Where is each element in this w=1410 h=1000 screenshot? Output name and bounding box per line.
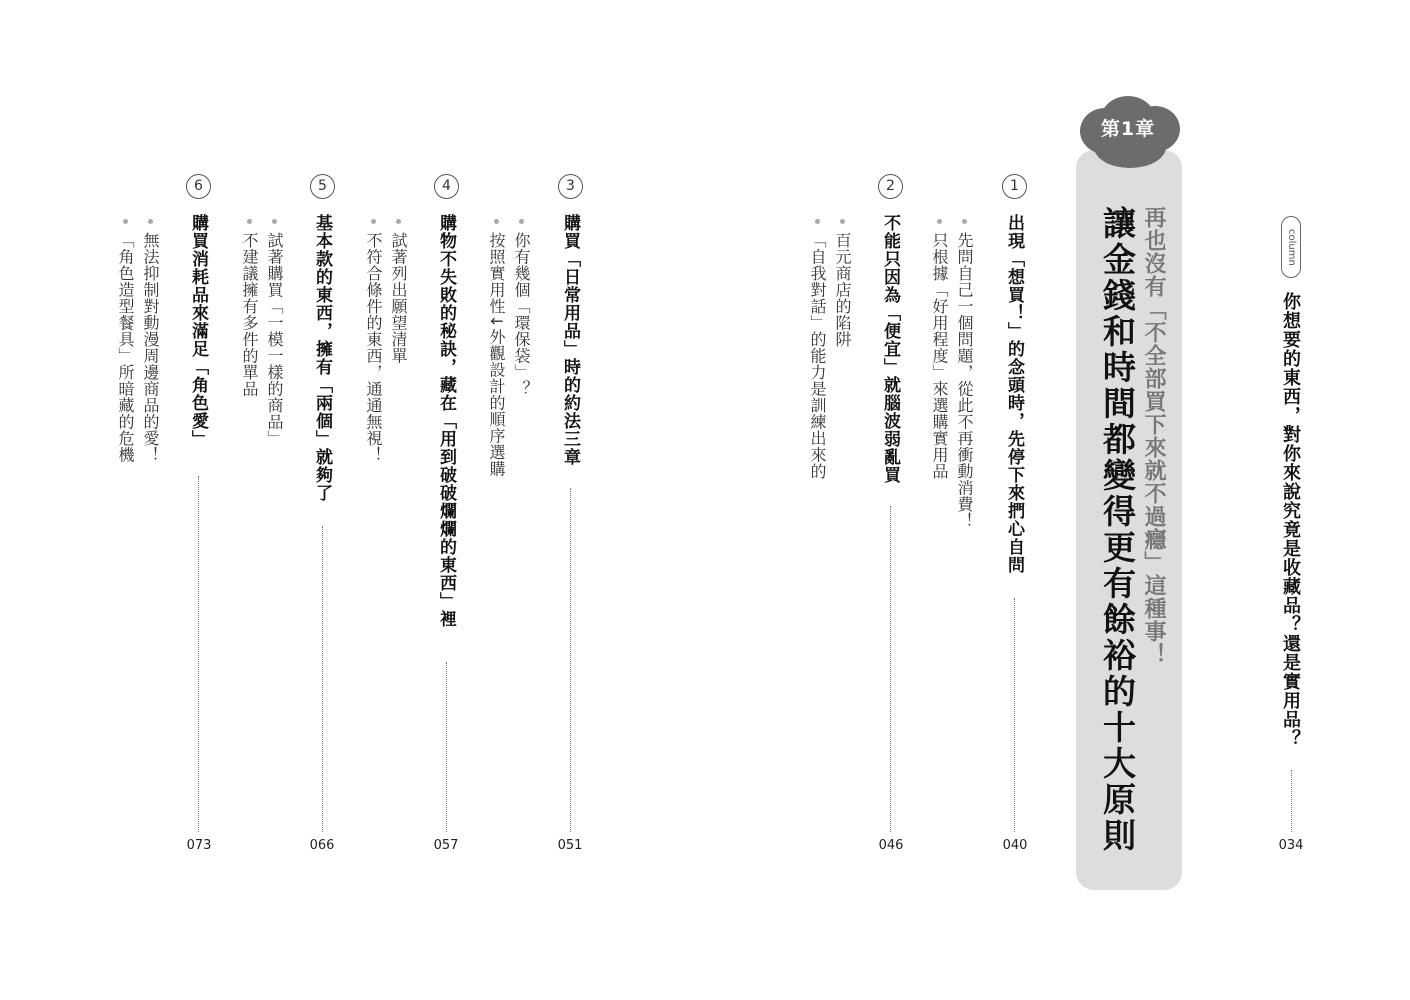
column-tag [1281, 216, 1301, 278]
section-3-bullet-dot [519, 219, 524, 224]
section-5-page-number: 066 [309, 838, 335, 853]
section-6-bullet-1: 無法抑制對動漫周邊商品的愛！ [141, 232, 160, 463]
section-1-bullet-1: 先問自己一個問題，從此不再衝動消費！ [955, 232, 974, 529]
section-1-heading: 出現「想買！」的念頭時，先停下來捫心自問 [1004, 214, 1024, 574]
section-5-bullet-dot [272, 219, 277, 224]
section-2-bullet-dot [815, 219, 820, 224]
section-3-bullet-2: 按照實用性↓外觀設計的順序選購 [487, 232, 506, 477]
section-4-page-number: 057 [433, 838, 459, 853]
section-2-page-number: 046 [878, 838, 904, 853]
section-3-number: 3 [558, 174, 583, 199]
section-1-number: 1 [1002, 174, 1027, 199]
section-4-bullet-2: 不符合條件的東西，通通無視！ [364, 232, 383, 463]
chapter-title: 讓金錢和時間都變得更有餘裕的十大原則 [1098, 206, 1137, 854]
section-5-bullet-2: 不建議擁有多件的單品 [240, 232, 259, 397]
section-2-leader [890, 506, 891, 832]
section-6-bullet-2: 「角色造型餐具」所暗藏的危機 [116, 232, 135, 463]
section-2-bullet-dot [840, 219, 845, 224]
section-3-page-number: 051 [557, 838, 583, 853]
section-1-bullet-dot [937, 219, 942, 224]
column-page-number: 034 [1278, 838, 1304, 853]
section-5-heading: 基本款的東西，擁有「兩個」就夠了 [312, 214, 332, 502]
section-4-number: 4 [434, 174, 459, 199]
section-1-bullet-2: 只根據「好用程度」來選購實用品 [930, 232, 949, 480]
section-3-bullet-1: 你有幾個「環保袋」？ [512, 232, 531, 397]
section-2-bullet-1: 百元商店的陷阱 [833, 232, 852, 348]
section-4-bullet-dot [371, 219, 376, 224]
section-1-page-number: 040 [1002, 838, 1028, 853]
section-4-bullet-1: 試著列出願望清單 [389, 232, 408, 364]
section-6-leader [198, 476, 199, 832]
section-4-leader [446, 662, 447, 832]
section-6-bullet-dot [123, 219, 128, 224]
section-5-number: 5 [310, 174, 335, 199]
section-4-bullet-dot [396, 219, 401, 224]
section-2-heading: 不能只因為「便宜」就腦波弱亂買 [880, 214, 900, 484]
chapter-subtitle: 再也沒有「不全部買下來就不過癮」這種事！ [1141, 206, 1166, 666]
section-1-leader [1014, 598, 1015, 832]
section-4-heading: 購物不失敗的秘訣，藏在「用到破破爛爛的東西」裡 [436, 214, 456, 628]
section-2-number: 2 [878, 174, 903, 199]
column-leader [1291, 770, 1292, 832]
section-1-bullet-dot [962, 219, 967, 224]
section-5-bullet-dot [247, 219, 252, 224]
section-3-leader [570, 488, 571, 832]
section-3-bullet-dot [494, 219, 499, 224]
section-6-page-number: 073 [186, 838, 212, 853]
section-6-number: 6 [186, 174, 211, 199]
column-tag-label: column [1286, 228, 1297, 266]
section-6-heading: 購買消耗品來滿足「角色愛」 [188, 214, 208, 448]
section-5-bullet-1: 試著購買「一模一樣的商品」 [265, 232, 284, 447]
section-6-bullet-dot [148, 219, 153, 224]
chapter-label: 第1章 [1100, 118, 1156, 140]
column-title: 你想要的東西，對你來說究竟是收藏品？還是實用品？ [1280, 292, 1301, 748]
section-5-leader [322, 526, 323, 832]
section-2-bullet-2: 「自我對話」的能力是訓練出來的 [808, 232, 827, 480]
section-3-heading: 購買「日常用品」時的約法三章 [560, 214, 580, 466]
